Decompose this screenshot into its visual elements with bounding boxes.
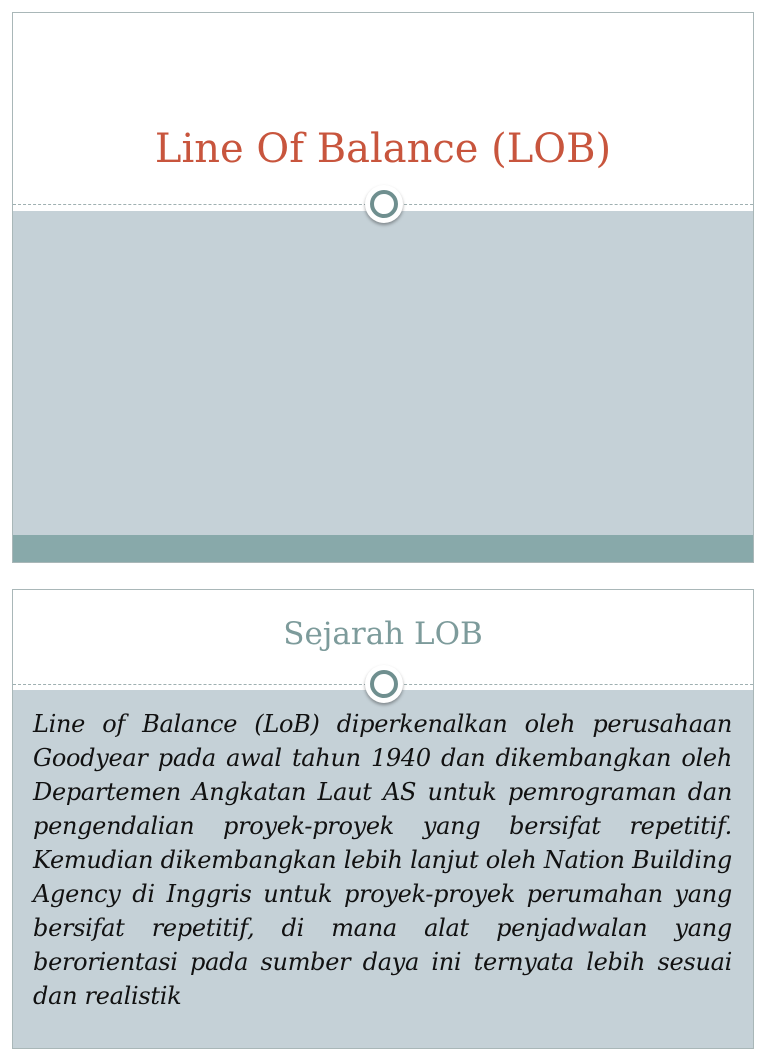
content-panel — [13, 211, 753, 537]
slide-title[interactable] — [12, 12, 754, 563]
slide-sejarah[interactable] — [12, 589, 754, 1049]
slide-title-text: Line Of Balance (LOB) — [154, 126, 612, 172]
circle-knob-icon — [365, 185, 403, 223]
body-paragraph: Line of Balance (LoB) diperkenalkan oleh perusahaan Goodyear pada awal tahun 1940 dan dikembangkan oleh Departemen Angkatan Laut AS untuk pemrograman dan pengendalian proyek-proyek yang bersifat repetitif. Kemudian dikembangkan lebih lanjut oleh Nation Building Agency di Inggris untuk proyek-proyek perumahan yang bersifat repetitif, di mana alat penjadwalan yang berorientasi pada sumber daya ini ternyata lebih sesuai dan realistik — [33, 710, 732, 1010]
title-area — [13, 13, 753, 211]
circle-knob-icon — [365, 665, 403, 703]
footer-band — [13, 535, 753, 562]
slide-heading: Sejarah LOB — [283, 616, 483, 652]
